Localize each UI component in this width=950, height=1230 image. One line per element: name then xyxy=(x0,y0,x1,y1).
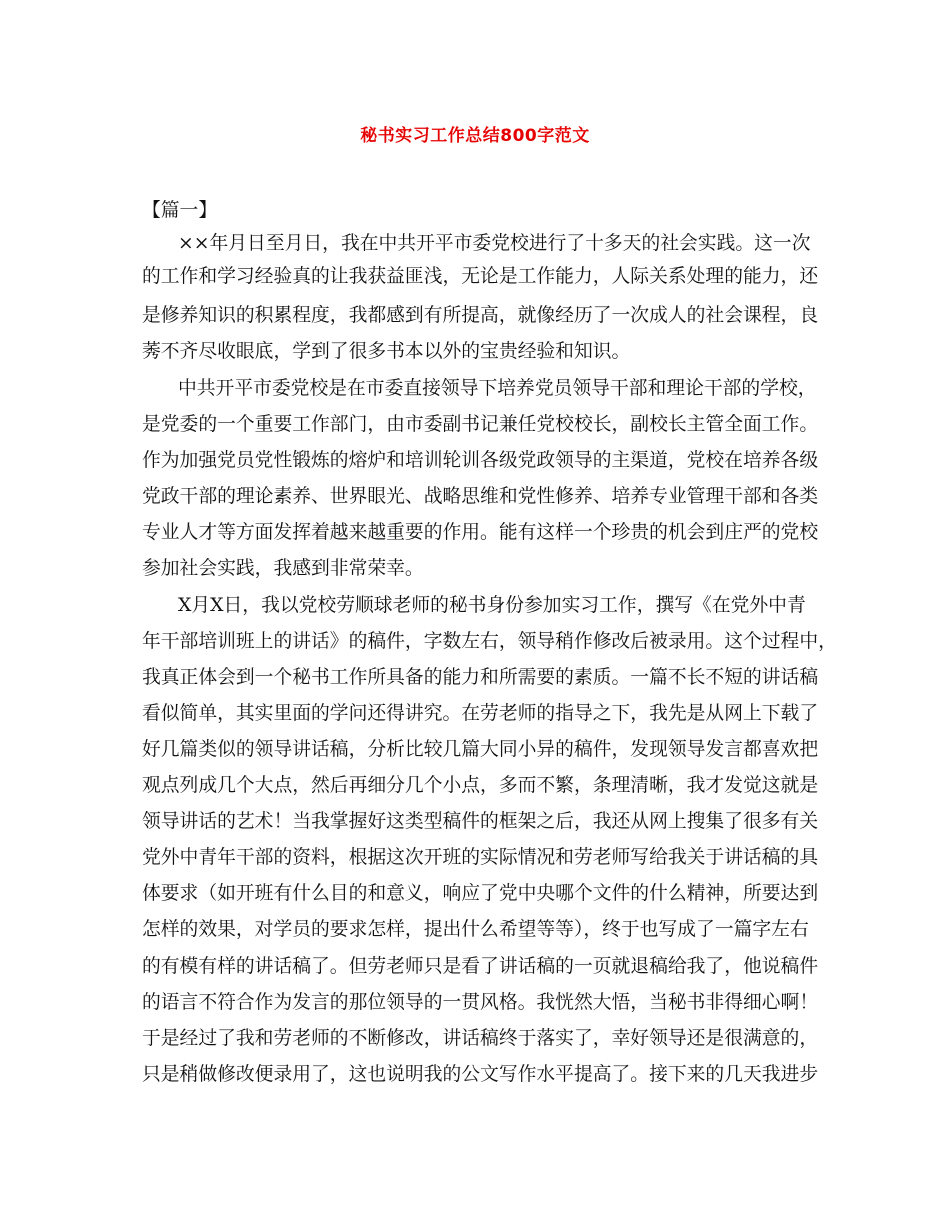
text-line: 观点列成几个大点，然后再细分几个小点，多而不繁，条理清晰，我才发觉这就是 xyxy=(142,775,819,796)
text-line: 党政干部的理论素养、世界眼光、战略思维和党性修养、培养专业管理干部和各类 xyxy=(142,486,819,507)
text-line: 参加社会实践，我感到非常荣幸。 xyxy=(142,558,424,579)
text-line: 党外中青年干部的资料，根据这次开班的实际情况和劳老师写给我关于讲话稿的具 xyxy=(142,847,819,868)
text-line: 的有模有样的讲话稿了。但劳老师只是看了讲话稿的一页就退稿给我了，他说稿件 xyxy=(142,956,819,977)
text-line: 作为加强党员党性锻炼的熔炉和培训轮训各级党政领导的主渠道，党校在培养各级 xyxy=(142,450,819,471)
text-line: 是修养知识的积累程度，我都感到有所提高，就像经历了一次成人的社会课程，良 xyxy=(142,305,819,326)
text-line: 好几篇类似的领导讲话稿，分析比较几篇大同小异的稿件，发现领导发言都喜欢把 xyxy=(142,739,819,760)
text-line: 体要求（如开班有什么目的和意义，响应了党中央哪个文件的什么精神，所要达到 xyxy=(142,883,819,904)
text-line: 怎样的效果，对学员的要求怎样，提出什么希望等等），终于也写成了一篇字左右 xyxy=(142,919,809,940)
text-line: 莠不齐尽收眼底，学到了很多书本以外的宝贵经验和知识。 xyxy=(142,341,631,362)
text-line: 只是稍做修改便录用了，这也说明我的公文写作水平提高了。接下来的几天我进步 xyxy=(142,1064,819,1085)
section-label: 【篇一】 xyxy=(142,200,218,221)
text-line: 的工作和学习经验真的让我获益匪浅，无论是工作能力，人际关系处理的能力，还 xyxy=(142,266,819,287)
text-line: 的语言不符合作为发言的那位领导的一贯风格。我恍然大悟，当秘书非得细心啊！ xyxy=(142,992,819,1013)
text-line: 于是经过了我和劳老师的不断修改，讲话稿终于落实了，幸好领导还是很满意的， xyxy=(142,1028,819,1049)
text-line: 是党委的一个重要工作部门，由市委副书记兼任党校校长，副校长主管全面工作。 xyxy=(142,414,819,435)
text-line: 中共开平市委党校是在市委直接领导下培养党员领导干部和理论干部的学校， xyxy=(178,378,817,399)
text-line: 年干部培训班上的讲话》的稿件，字数左右，领导稍作修改后被录用。这个过程中， xyxy=(142,631,837,652)
text-line: 专业人才等方面发挥着越来越重要的作用。能有这样一个珍贵的机会到庄严的党校 xyxy=(142,522,819,543)
text-line: X月X日，我以党校劳顺球老师的秘书身份参加实习工作，撰写《在党外中青 xyxy=(178,595,806,616)
text-line: ××年月日至月日，我在中共开平市委党校进行了十多天的社会实践。这一次 xyxy=(178,233,811,254)
document-title: 秘书实习工作总结800字范文 xyxy=(360,126,590,146)
text-line: 我真正体会到一个秘书工作所具备的能力和所需要的素质。一篇不长不短的讲话稿 xyxy=(142,667,819,688)
text-line: 领导讲话的艺术！当我掌握好这类型稿件的框架之后，我还从网上搜集了很多有关 xyxy=(142,811,819,832)
text-line: 看似简单，其实里面的学问还得讲究。在劳老师的指导之下，我先是从网上下载了 xyxy=(142,703,819,724)
